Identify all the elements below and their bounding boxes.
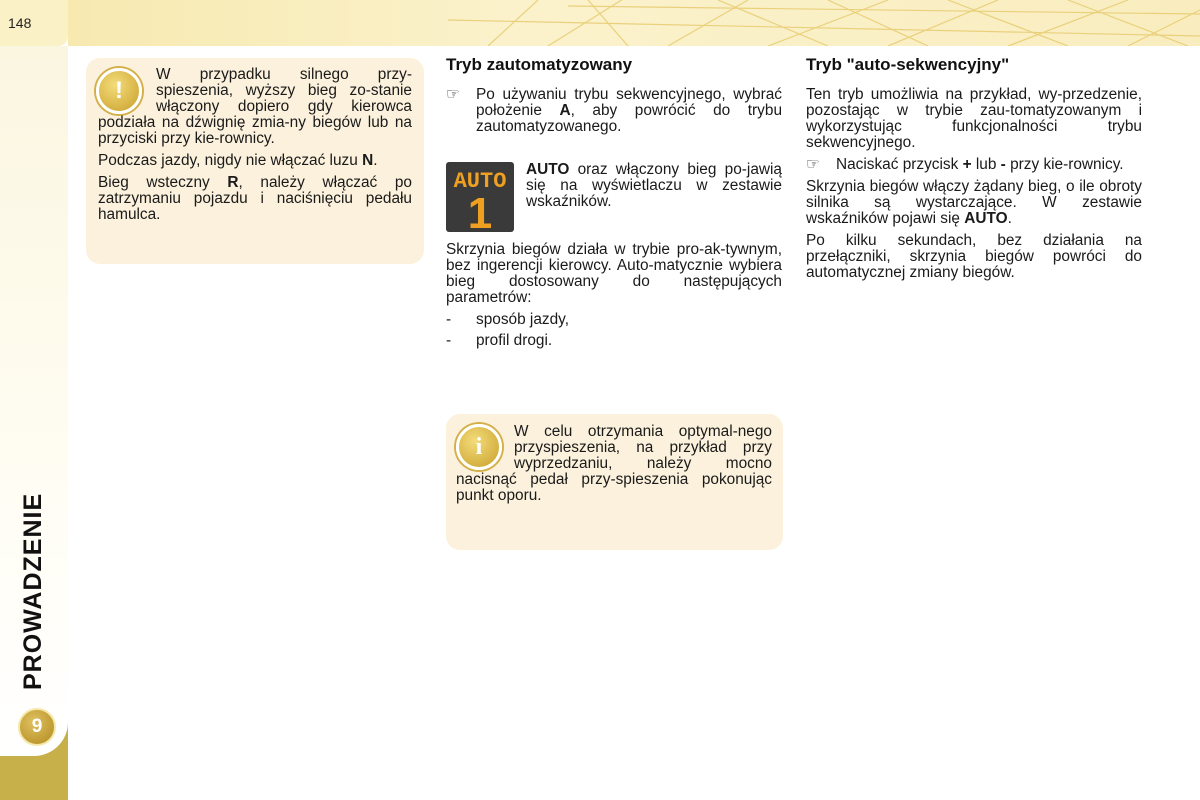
col3-paragraph-2-text: Skrzynia biegów włączy żądany bieg, o ile obroty silnika są wystarczające. W zestawie wskaźników pojawi się [806, 178, 1142, 227]
list-item-text: profil drogi. [476, 332, 553, 349]
warning-text-2: Podczas jazdy, nigdy nie włączać luzu [98, 152, 363, 169]
dash-mark: - [446, 311, 452, 328]
plus-button-label: + [962, 156, 972, 173]
chapter-number-badge: 9 [18, 708, 56, 746]
display-gear-text: 1 [467, 189, 493, 232]
auto-gear-display [446, 162, 514, 232]
warning-text-3: Bieg wsteczny [98, 174, 228, 191]
minus-button-label: - [1000, 156, 1006, 173]
bullet-text-a: Naciskać przycisk [836, 156, 963, 173]
col3-paragraph-2 [806, 179, 1142, 227]
col2-bullet [446, 87, 782, 135]
warning-text-2-end: . [373, 152, 378, 169]
pointing-hand-icon: ☞ [446, 86, 460, 103]
info-box [446, 414, 783, 550]
auto-display-image [446, 162, 514, 232]
list-item-text: sposób jazdy, [476, 311, 569, 328]
neutral-gear: N [362, 152, 374, 169]
warning-text-1: W przypadku silnego przy-spieszenia, wyższy bieg zo-stanie włączony dopiero gdy kierowca podziała na dźwignię zmia-ny biegów lub na przyciski przy kie-rownicy. [98, 66, 412, 147]
info-text [456, 424, 772, 504]
info-text-content: W celu otrzymania optymal-nego przyspieszenia, na przykład przy wyprzedzaniu, należy mocno nacisnąć pedał przy-spieszenia pokonując punkt oporu. [456, 423, 772, 504]
chapter-title: PROWADZENIE [19, 492, 47, 690]
warning-paragraph-2 [98, 153, 412, 169]
col3-paragraph-2-end: . [1007, 210, 1012, 227]
banner-pattern [68, 0, 1200, 46]
dash-mark: - [446, 332, 452, 349]
icon-spacer [456, 424, 514, 470]
auto-caption-text: oraz włączony bieg po-jawią się na wyświetlaczu w zestawie wskaźników. [526, 161, 782, 210]
auto-caption [526, 162, 782, 210]
list-item [446, 333, 782, 349]
auto-label: AUTO [964, 210, 1008, 227]
list-item [446, 312, 782, 328]
warning-paragraph-3 [98, 175, 412, 223]
col2-paragraph: Skrzynia biegów działa w trybie pro-ak-tywnym, bez ingerencji kierowcy. Auto-matycznie wybiera bieg dostosowany do następujących parametrów: [446, 241, 782, 306]
auto-label: AUTO [526, 161, 570, 178]
warning-text-3-end: , należy włączać po zatrzymaniu pojazdu i naciśnięciu pedału hamulca. [98, 174, 412, 223]
col3-body [806, 87, 1142, 287]
col2-body [446, 242, 782, 349]
warning-text [98, 67, 412, 229]
top-banner [68, 0, 1200, 46]
bullet-row [806, 157, 1142, 173]
col3-paragraph-3: Po kilku sekundach, bez działania na przełączniki, skrzynia biegów powróci do automatycznej zmiany biegów. [806, 232, 1142, 281]
bullet-row [446, 87, 782, 135]
heading-automated-mode: Tryb zautomatyzowany [446, 55, 633, 74]
reverse-gear: R [227, 174, 239, 191]
page-number-box [0, 0, 68, 46]
display-auto-text: AUTO [453, 169, 507, 194]
page-number: 148 [8, 15, 32, 31]
pointing-hand-icon: ☞ [806, 156, 820, 173]
bullet-text-1: Po używaniu trybu sekwencyjnego, wybrać położenie [476, 86, 782, 119]
bullet-text-2: , aby powrócić do trybu zautomatyzowanego. [476, 102, 783, 135]
warning-paragraph-1 [98, 67, 412, 147]
bullet-text [476, 87, 782, 135]
icon-spacer [98, 67, 156, 113]
bullet-text-b: lub [971, 156, 1001, 173]
position-a: A [559, 102, 571, 119]
info-icon: i [456, 424, 502, 470]
heading-auto-sequential-mode: Tryb "auto-sekwencyjny" [806, 55, 1010, 74]
warning-box [86, 58, 424, 264]
col3-paragraph-1: Ten tryb umożliwia na przykład, wy-przedzenie, pozostając w trybie zau-tomatyzowanym i wykorzystując funkcjonalności trybu sekwencyjnego. [806, 86, 1142, 151]
exclamation-icon: ! [96, 68, 142, 114]
bullet-text [836, 157, 1142, 173]
bullet-text-c: przy kie-rownicy. [1005, 156, 1124, 173]
